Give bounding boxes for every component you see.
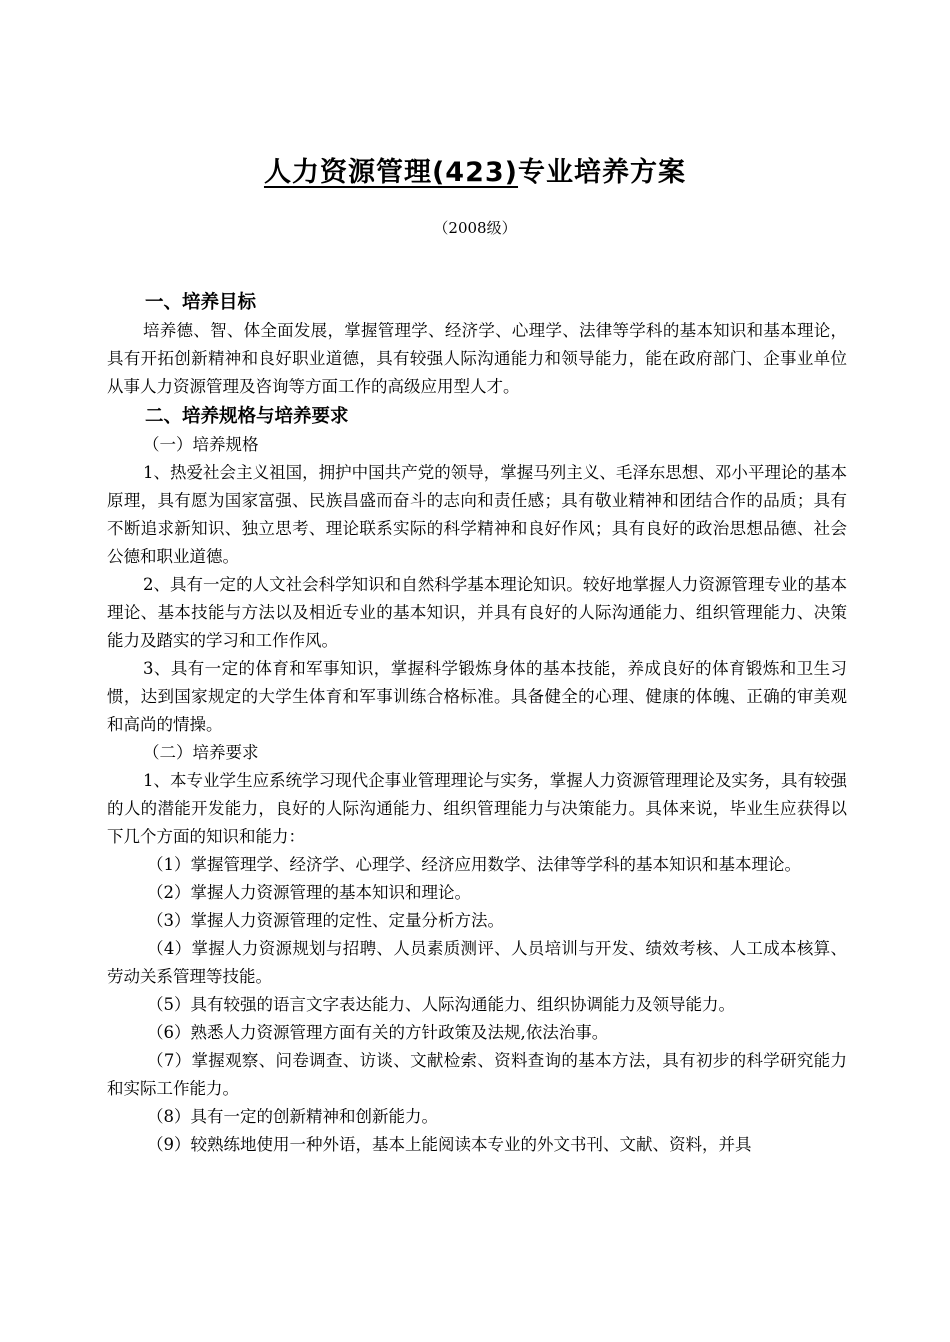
list-item: （5）具有较强的语言文字表达能力、人际沟通能力、组织协调能力及领导能力。: [147, 995, 735, 1014]
paragraph: 1、热爱社会主义祖国，拥护中国共产党的领导，掌握马列主义、毛泽东思想、邓小平理论的基本原理，具有愿为国家富强、民族昌盛而奋斗的志向和责任感；具有敬业精神和团结合作的品质；具有不断追求新知识、独立思考、理论联系实际的科学精神和良好作风；具有良好的政治思想品德、社会公德和职业道德。: [107, 463, 847, 566]
list-item: （9）较熟练地使用一种外语，基本上能阅读本专业的外文书刊、文献、资料，并具: [147, 1135, 752, 1154]
title-rest: 专业培养方案: [518, 157, 687, 188]
subsection-heading-requirements: （二）培养要求: [143, 743, 259, 762]
paragraph: 2、具有一定的人文社会科学知识和自然科学基本理论知识。较好地掌握人力资源管理专业的基本理论、基本技能与方法以及相近专业的基本知识，并具有良好的人际沟通能力、组织管理能力、决策能力及踏实的学习和工作作风。: [107, 575, 847, 650]
section-heading-objectives: 一、培养目标: [145, 292, 257, 313]
list-item: （2）掌握人力资源管理的基本知识和理论。: [147, 883, 471, 902]
list-item: （4）掌握人力资源规划与招聘、人员素质测评、人员培训与开发、绩效考核、人工成本核算、劳动关系管理等技能。: [107, 939, 847, 986]
list-item: （7）掌握观察、问卷调查、访谈、文献检索、资料查询的基本方法，具有初步的科学研究能力和实际工作能力。: [107, 1051, 847, 1098]
document-title: [0, 150, 950, 189]
list-item: （6）熟悉人力资源管理方面有关的方针政策及法规,依法治事。: [147, 1023, 609, 1042]
title-major-name: 人力资源管理(423): [263, 157, 519, 188]
document-subtitle: （2008级）: [433, 219, 517, 237]
paragraph: 1、本专业学生应系统学习现代企事业管理理论与实务，掌握人力资源管理理论及实务，具有较强的人的潜能开发能力，良好的人际沟通能力、组织管理能力与决策能力。具体来说，毕业生应获得以下几个方面的知识和能力：: [107, 771, 847, 846]
document-body: [107, 289, 847, 1159]
list-item: （1）掌握管理学、经济学、心理学、经济应用数学、法律等学科的基本知识和基本理论。: [147, 855, 801, 874]
list-item: （3）掌握人力资源管理的定性、定量分析方法。: [147, 911, 504, 930]
paragraph: 3、具有一定的体育和军事知识，掌握科学锻炼身体的基本技能，养成良好的体育锻炼和卫生习惯，达到国家规定的大学生体育和军事训练合格标准。具备健全的心理、健康的体魄、正确的审美观和高尚的情操。: [107, 659, 847, 734]
paragraph: 培养德、智、体全面发展，掌握管理学、经济学、心理学、法律等学科的基本知识和基本理论，具有开拓创新精神和良好职业道德，具有较强人际沟通能力和领导能力，能在政府部门、企事业单位从事人力资源管理及咨询等方面工作的高级应用型人才。: [107, 321, 847, 396]
section-heading-requirements: 二、培养规格与培养要求: [145, 406, 349, 427]
list-item: （8）具有一定的创新精神和创新能力。: [147, 1107, 438, 1126]
subsection-heading-specs: （一）培养规格: [143, 435, 259, 454]
